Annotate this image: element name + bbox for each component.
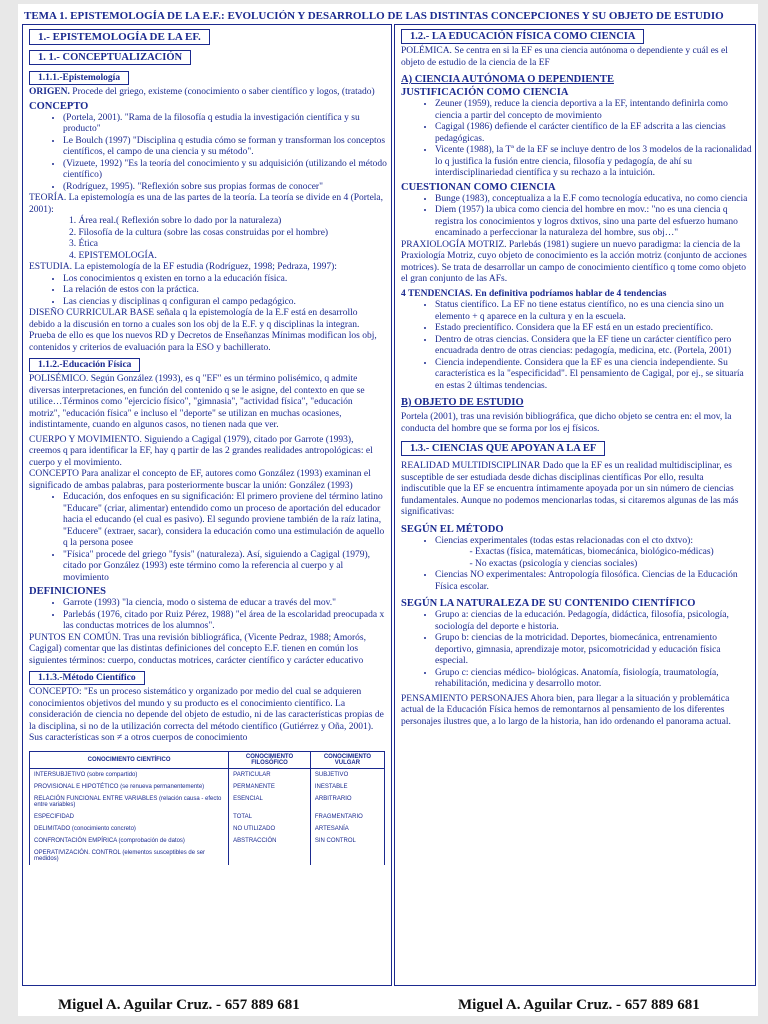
table-cell: INTERSUBJETIVO (sobre compartido) [30,768,229,781]
list-item: • Grupo c: ciencias médico- biológicas. Anatomía, fisiología, traumatología, rehabilitación, medicina y desarrollo motor. [435,668,755,691]
list-item: • Le Boulch (1997) "Disciplina q estudia cómo se forman y transforman los conceptos científicos, el campo de una ciencia y su método". [63,136,391,159]
list-item: • Educación, dos enfoques en su significación: El primero proviene del término latino "Educare" (criar, alimentar) entendido como un proceso de aportación del educador hacia el educando (el cual es pasivo). El segundo proviene también de la raíz latina, "Educere" (extraer, sacar), considera la educación como una estimulación de aquello q la persona posee [63,492,391,550]
table-cell: SIN CONTROL [310,835,384,847]
concepto3-text: CONCEPTO: "Es un proceso sistemático y organizado por medio del cual se adquieren conocimientos objetivos del mundo y su producto es el conocimiento científico. La consideración de ciencia no depende del objeto de estudio, ni de las características propias de la disciplina, si no de la utilización correcta del método científico (Gutiérrez y Oña, 2001). Sus características son ≠ a otros cuerpos de conocimiento [29,687,384,743]
table-cell: ESPECIFIDAD [30,811,229,823]
right-column [394,24,756,986]
table-cell: PARTICULAR [229,768,311,781]
left-column [22,24,392,986]
table-cell: PERMANENTE [229,781,311,793]
estudia-list [23,274,391,309]
table-header: CONOCIMIENTO CIENTÍFICO [30,751,229,768]
table-cell: FRAGMENTARIO [310,811,384,823]
concepto-list [23,113,391,194]
section-1-1-1-heading: 1.1.1.-Epistemología [29,71,129,85]
list-item: 3. Ética [69,239,99,249]
list-item: 4. EPISTEMOLOGÍA. [69,250,157,261]
table-header: CONOCIMIENTO VULGAR [310,751,384,768]
table-row [30,835,385,847]
table-cell [229,847,311,865]
diseno-text: DISEÑO CURRICULAR BASE señala q la epistemología de la E.F está en desarrollo debido a la discusión en torno a cuales son los obj de la E.F. y q disciplinas la integran. Prueba de ello es que los nuevos RD y Decretos de Enseñanzas Mínimas modifican los obj, contenidos y criterios de evaluación para la ESO y bachillerato. [29,308,377,353]
concepto2-text: CONCEPTO Para analizar el concepto de EF, autores como González (1993) examinan el significado de ambas palabras, para posteriormente buscar la unión: González (1993) [29,469,371,491]
table-cell: RELACIÓN FUNCIONAL ENTRE VARIABLES (relación causa - efecto entre variables) [30,793,229,811]
list-item: • Los conocimientos q existen en torno a la educación física. [63,274,391,286]
table-cell: DELIMITADO (conocimiento concreto) [30,823,229,835]
puntos-text: PUNTOS EN COMÚN. Tras una revisión bibliográfica, (Vicente Pedraz, 1988; Amorós, Cagigal) comentar que las distintas definiciones del concepto E.F. tienen en común los siguientes términos: cuerpo, conductas motrices, carácter científico y carácter educativo [29,632,366,666]
list-item: - No exactas (psicología y ciencias sociales) [475,559,755,571]
cuestionan-label: CUESTIONAN COMO CIENCIA [401,181,556,193]
list-item: 2. Filosofía de la cultura (sobre las cosas construidas por el hombre) [69,227,329,238]
table-cell: NO UTILIZADO [229,823,311,835]
teoria-text: TEORÍA. La epistemología es una de las partes de la teoría. La teoría se divide en 4 (Portela, 2001): [29,193,384,215]
section-1-3-heading: 1.3.- CIENCIAS QUE APOYAN A LA EF [401,441,605,456]
list-item: • (Portela, 2001). "Rama de la filosofía q estudia la investigación científica y su producto" [63,113,391,136]
list-item: • (Vizuete, 1992) "Es la teoría del conocimiento y su adquisición (utilizando el método científico) [63,159,391,182]
a-heading: A) CIENCIA AUTÓNOMA O DEPENDIENTE [401,74,614,85]
estudia-text: ESTUDIA. La epistemología de la EF estudia (Rodríguez, 1998; Pedraza, 1997): [29,262,337,272]
list-item: • Dentro de otras ciencias. Considera que la EF tiene un carácter científico pero encuadrada dentro de otras ciencias: pedagogía, medicina, etc. (Portela, 2001) [435,335,755,358]
list-item: • (Rodríguez, 1995). "Reflexión sobre sus propias formas de conocer" [63,182,391,194]
concepto-label: CONCEPTO [29,100,89,112]
table-cell: ARBITRARIO [310,793,384,811]
list-item: • Cagigal (1986) defiende el carácter científico de la EF adscrita a las ciencias pedagógicas. [435,122,755,145]
origen-text: Procede del griego, existeme (conocimiento o saber científico y logos, (tratado) [72,87,375,97]
table-body [30,768,385,865]
list-item: • Las ciencias y disciplinas q configuran el campo pedagógico. [63,297,391,309]
table-row [30,768,385,781]
list-item: • Diem (1957) la ubica como ciencia del hombre en mov.: "no es una ciencia q registra los conocimientos y logros dxtivos, sino una parte del esfuerzo humano encaminado a perfeccionar la naturaleza del hombre, sus obj…" [435,205,755,240]
list-item: • Zeuner (1959), reduce la ciencia deportiva a la EF, intentando definirla como ciencia a partir del concepto de movimiento [435,99,755,122]
footer-author-right: Miguel A. Aguilar Cruz. - 657 889 681 [458,997,700,1013]
cuestionan-list [395,194,755,240]
table-cell: PROVISIONAL E HIPOTÉTICO (se renueva permanentemente) [30,781,229,793]
definiciones-label: DEFINICIONES [29,586,107,597]
tendencias-text: 4 TENDENCIAS. En definitiva podríamos hablar de 4 tendencias [401,288,667,299]
list-item: • Ciencias experimentales (todas estas relacionadas con el cto dxtvo): [435,536,755,548]
knowledge-table [29,751,385,865]
table-cell: SUBJETIVO [310,768,384,781]
justificacion-list [395,99,755,180]
document-page [18,4,758,1016]
origen-label: ORIGEN. [29,87,70,97]
table-cell [310,847,384,865]
list-item: - Exactas (física, matemáticas, biomecánica, biológico-médicas) [475,547,755,559]
footer-author-left: Miguel A. Aguilar Cruz. - 657 889 681 [58,997,300,1013]
list-item: • Bunge (1983), conceptualiza a la E.F como tecnología educativa, no como ciencia [435,194,755,206]
polemica-text: POLÉMICA. Se centra en si la EF es una ciencia autónoma o dependiente y cuál es el objeto de estudio de la ciencia de la EF [401,46,728,68]
list-item: • "Física" procede del griego "fysis" (naturaleza). Así, siguiendo a Cagigal (1979), citado por González (1993) este término como la referencia al cuerpo y al movimiento [63,550,391,585]
table-cell: INESTABLE [310,781,384,793]
list-item: • Grupo a: ciencias de la educación. Pedagogía, didáctica, filosofía, psicología, sociología del deporte e historia. [435,610,755,633]
list-item: • Ciencia independiente. Considera que la EF es una ciencia independiente. Su característica es la "especificidad". El pensamiento de Cagigal, por ej., se situaría en estas 2 últimas tendencias. [435,358,755,393]
grupos-list [395,610,755,691]
list-item: • Vicente (1988), la Tª de la EF se incluye dentro de los 3 modelos de la racionalidad lo q justifica la fusión entre ciencia, filosofía y pedagogía, de ahí su interdisciplinariedad científica y su rechazo a la intuición. [435,145,755,180]
polisemico-text: POLISÉMICO. Según González (1993), es q "EF" es un término polisémico, q admite diversas interpretaciones, en función del contenido q se le asigne, del contexto en que se utilice…Términos como "ejercicio físico", "gimnasia", "actividad física", "educación motriz", "educación física" e incluso el "deporte" se utilizan en muchas ocasiones, indistintamente, cuando en algunos casos, no tienen nada que ver. [29,374,365,430]
naturaleza-label: SEGÚN LA NATURALEZA DE SU CONTENIDO CIENTÍFICO [401,598,696,609]
table-row [30,793,385,811]
metodo-list [395,536,755,548]
list-item: • Garrote (1993) "la ciencia, modo o sistema de educar a través del mov." [63,598,391,610]
table-row [30,823,385,835]
page-title: TEMA 1. EPISTEMOLOGÍA DE LA E.F.: EVOLUCIÓN Y DESARROLLO DE LAS DISTINTAS CONCEPCIONES Y SU OBJETO DE ESTUDIO [24,10,724,22]
table-row [30,811,385,823]
table-cell: OPERATIVIZACIÓN. CONTROL (elementos susceptibles de ser medidos) [30,847,229,865]
section-1-heading: 1.- EPISTEMOLOGÍA DE LA EF. [29,29,210,45]
table-cell: CONFRONTACIÓN EMPÍRICA (comprobación de datos) [30,835,229,847]
table-header: CONOCIMIENTO FILOSÓFICO [229,751,311,768]
list-item: • Status científico. La EF no tiene estatus científico, no es una ciencia sino un elemento + q aparece en la cultura y en la escuela. [435,300,755,323]
definiciones-list [23,598,391,633]
list-item: • La relación de estos con la práctica. [63,285,391,297]
objeto-text: Portela (2001), tras una revisión bibliográfica, que dicho objeto se centra en: el mov, la conducta del hombre que se forma por los ej físicos. [401,412,732,434]
cuerpo-text: CUERPO Y MOVIMIENTO. Siguiendo a Cagigal (1979), citado por Garrote (1993), creemos q para identificar la EF, hay q partir de las 2 grandes realidades antropológicas: el cuerpo y el movimiento. [29,434,373,468]
list-item: • Grupo b: ciencias de la motricidad. Deportes, biomecánica, entrenamiento deportivo, gimnasia, aprendizaje motor, psicomotricidad y educación física especial. [435,633,755,668]
list-item: 1. Área real.( Reflexión sobre lo dado por la naturaleza) [69,216,282,226]
edu-list [23,492,391,584]
table-row [30,847,385,865]
realidad-text: REALIDAD MULTIDISCIPLINAR Dado que la EF es un realidad multidisciplinar, es susceptible de ser estudiada desde dichas disciplinas científicas Por ello, resulta indiscutible que la EF se encuentra íntimamente apoyada por un sin número de ciencias fundamentales. Aunque no podemos mencionarlas todas, si citaremos algunas de las más significativas: [401,461,739,517]
list-item: • Estado precientífico. Considera que la EF está en un estado precientífico. [435,323,755,335]
section-1-1-2-heading: 1.1.2.-Educación Física [29,358,140,372]
praxiologia-text: PRAXIOLOGÍA MOTRIZ. Parlebás (1981) sugiere un nuevo paradigma: la ciencia de la Praxiología Motriz, cuyo objeto de conocimiento es la acción motriz (conjunto de acciones motrices). Se trata de desarrollar un campo de conocimiento científico q tome como objeto el gran conjunto de las AFs. [401,239,747,284]
b-heading: B) OBJETO DE ESTUDIO [401,397,524,408]
justificacion-label: JUSTIFICACIÓN COMO CIENCIA [401,87,569,98]
table-cell: ABSTRACCIÓN [229,835,311,847]
section-1-2-heading: 1.2.- LA EDUCACIÓN FÍSICA COMO CIENCIA [401,29,644,44]
tendencias-list [395,300,755,392]
table-row [30,781,385,793]
section-1-1-heading: 1. 1.- CONCEPTUALIZACIÓN [29,50,191,65]
section-1-1-3-heading: 1.1.3.-Método Científico [29,671,145,685]
metodo-label: SEGÚN EL MÉTODO [401,523,504,535]
list-item: • Ciencias NO experimentales: Antropología filosófica. Ciencias de la Educación Física escolar. [435,570,755,593]
metodo-sublist [395,547,755,570]
pensamiento-text: PENSAMIENTO PERSONAJES Ahora bien, para llegar a la situación y problemática actual de la Educación Física hemos de remontarnos al pensamiento de los diferentes personajes ilustres que, a lo largo de la historia, han ido ordenando el panorama actual. [401,693,731,727]
table-cell: ARTESANÍA [310,823,384,835]
list-item: • Parlebás (1976, citado por Ruiz Pérez, 1988) "el área de la escolaridad preocupada x las conductas motrices de los alumnos". [63,610,391,633]
table-cell: TOTAL [229,811,311,823]
metodo-list-2 [395,570,755,593]
table-cell: ESENCIAL [229,793,311,811]
